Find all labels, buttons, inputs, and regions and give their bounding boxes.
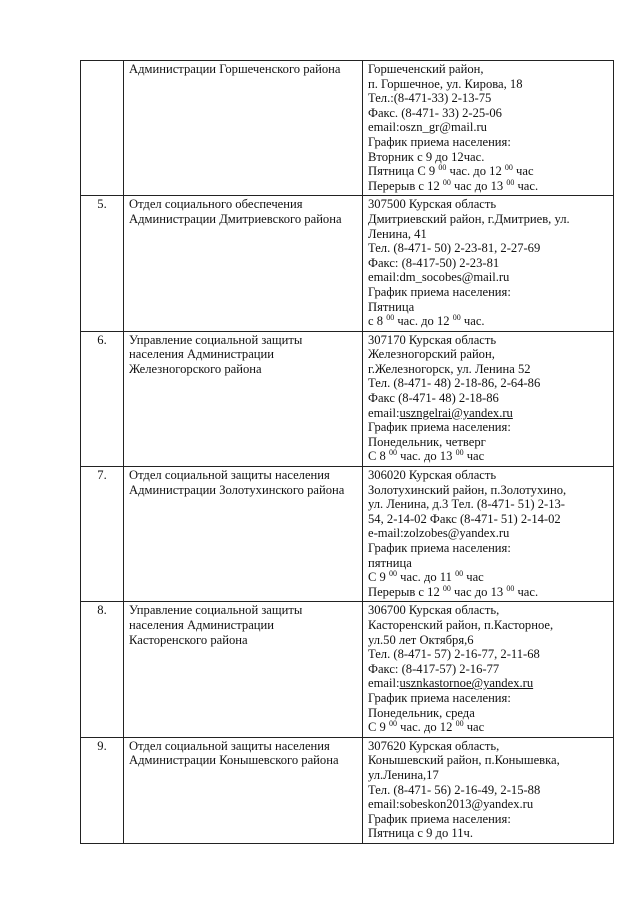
contact-text: Тел. (8-471- 57) 2-16-77, 2-11-68 [368, 647, 540, 662]
contact-line [368, 753, 608, 768]
contact-line [368, 256, 608, 271]
contact-line [368, 164, 608, 179]
schedule-text: час. [514, 584, 539, 599]
organization-line: Железногорского района [129, 361, 262, 376]
contact-line [368, 120, 608, 135]
time-minutes-superscript: 00 [389, 448, 397, 458]
contact-text: п. Горшечное, ул. Кирова, 18 [368, 76, 523, 91]
contact-text: Дмитриевский район, г.Дмитриев, ул. [368, 211, 570, 226]
time-minutes-superscript: 00 [455, 448, 464, 458]
contact-line [368, 468, 608, 483]
email-link[interactable]: uszngelrai@yandex.ru [399, 405, 513, 420]
organization-cell [124, 61, 363, 196]
contact-text: 307170 Курская область [368, 332, 497, 347]
contact-line [368, 783, 608, 798]
contact-text: Тел. (8-471- 48) 2-18-86, 2-64-86 [368, 376, 541, 391]
organization-cell [124, 467, 363, 602]
contact-line [368, 618, 608, 633]
organization-line: Отдел социального обеспечения [129, 197, 303, 212]
organization-line: Управление социальной защиты [129, 332, 303, 347]
contact-text: График приема населения: [368, 134, 511, 149]
contact-line [368, 662, 608, 677]
contact-line [368, 314, 608, 329]
contact-line [368, 91, 608, 106]
contact-line [368, 449, 608, 464]
email-link[interactable]: usznkastornoe@yandex.ru [399, 676, 534, 691]
organization-cell [124, 196, 363, 331]
contact-line [368, 541, 608, 556]
contact-text: График приема населения: [368, 690, 511, 705]
contact-text: График приема населения: [368, 541, 511, 555]
contact-cell [363, 467, 614, 602]
row-number: 7. [81, 467, 124, 602]
contact-text: График приема населения: [368, 811, 511, 826]
contact-text: Пятница [368, 299, 415, 314]
schedule-text: час. до 12 [446, 164, 505, 179]
schedule-text: час. до 12 [397, 720, 456, 735]
contact-line [368, 106, 608, 121]
contact-line [368, 497, 608, 512]
contact-text: Факс: (8-417-50) 2-23-81 [368, 255, 500, 270]
time-minutes-superscript: 00 [504, 163, 513, 173]
contact-line [368, 179, 608, 194]
contact-line [368, 633, 608, 648]
contact-line [368, 739, 608, 754]
contact-text: email:dm_socobes@mail.ru [368, 270, 510, 285]
schedule-text: час [512, 164, 534, 179]
contact-cell [363, 196, 614, 331]
time-minutes-superscript: 00 [438, 163, 447, 173]
schedule-text: час до 13 [450, 178, 507, 193]
contact-text: 306020 Курская область [368, 468, 497, 483]
schedule-text: С 8 [368, 449, 389, 464]
organization-line: Отдел социальной защиты населения [129, 468, 330, 483]
contact-text: Вторник с 9 до 12час. [368, 149, 485, 164]
contact-text: Касторенский район, п.Касторное, [368, 617, 554, 632]
contact-line [368, 512, 608, 527]
organization-line: населения Администрации [129, 617, 275, 632]
row-number: 9. [81, 737, 124, 843]
contact-line [368, 435, 608, 450]
table-row [81, 467, 614, 602]
schedule-text: час. до 12 [394, 314, 453, 329]
organization-cell [124, 737, 363, 843]
table-row [81, 196, 614, 331]
contact-cell [363, 61, 614, 196]
contact-text: 306700 Курская область, [368, 603, 500, 618]
contact-text: Тел.:(8-471-33) 2-13-75 [368, 91, 492, 106]
contact-line [368, 212, 608, 227]
schedule-text: час. до 13 [397, 449, 456, 464]
contact-line [368, 285, 608, 300]
contact-text: email: [368, 405, 400, 420]
time-minutes-superscript: 00 [455, 719, 464, 729]
schedule-text: час. [460, 314, 485, 329]
row-number: 5. [81, 196, 124, 331]
contact-line [368, 526, 608, 541]
contact-line [368, 720, 608, 735]
contact-cell [363, 737, 614, 843]
time-minutes-superscript: 00 [389, 569, 397, 579]
row-number: 6. [81, 331, 124, 466]
contact-line [368, 347, 608, 362]
contact-line [368, 603, 608, 618]
contact-line [368, 362, 608, 377]
contact-text: 307620 Курская область, [368, 738, 500, 753]
schedule-text: С 9 [368, 570, 389, 585]
table-row [81, 331, 614, 466]
contact-line [368, 241, 608, 256]
contact-line [368, 150, 608, 165]
organization-line: Администрации Дмитриевского района [129, 211, 342, 226]
table-row [81, 737, 614, 843]
contact-line [368, 556, 608, 571]
contact-line [368, 691, 608, 706]
contact-line [368, 77, 608, 92]
contact-line [368, 391, 608, 406]
organization-cell [124, 331, 363, 466]
contact-line [368, 300, 608, 315]
contact-text: 54, 2-14-02 Факс (8-471- 51) 2-14-02 [368, 511, 561, 526]
contact-line [368, 706, 608, 721]
schedule-text: час. до 11 [397, 570, 456, 585]
contact-text: Факс (8-471- 48) 2-18-86 [368, 391, 499, 406]
contact-text: Конышевский район, п.Конышевка, [368, 753, 560, 768]
schedule-text: Перерыв с 12 [368, 584, 443, 599]
contact-text: Понедельник, четверг [368, 434, 486, 449]
table-body [81, 61, 614, 844]
contact-text: Горшеченский район, [368, 62, 484, 76]
organization-line: населения Администрации [129, 347, 275, 362]
schedule-text: Пятница С 9 [368, 164, 439, 179]
contacts-table [80, 60, 614, 844]
schedule-text: час. [514, 178, 539, 193]
contact-line [368, 270, 608, 285]
contact-text: Золотухинский район, п.Золотухино, [368, 482, 567, 497]
contact-cell [363, 602, 614, 737]
organization-line: Управление социальной защиты [129, 603, 303, 618]
contact-text: Понедельник, среда [368, 705, 475, 720]
schedule-text: С 9 [368, 720, 389, 735]
table-row [81, 602, 614, 737]
contact-line [368, 826, 608, 841]
time-minutes-superscript: 00 [506, 177, 515, 187]
contact-line [368, 197, 608, 212]
contact-text: г.Железногорск, ул. Ленина 52 [368, 361, 531, 376]
contact-line [368, 135, 608, 150]
time-minutes-superscript: 00 [452, 313, 461, 323]
contact-text: Ленина, 41 [368, 226, 427, 241]
table-row [81, 61, 614, 196]
contact-text: График приема населения: [368, 284, 511, 299]
organization-line: Администрации Золотухинского района [129, 482, 345, 497]
contact-line [368, 483, 608, 498]
row-number [81, 61, 124, 196]
contact-text: email:sobeskon2013@yandex.ru [368, 797, 534, 812]
schedule-text: час до 13 [450, 584, 507, 599]
contact-text: e-mail:zolzobes@yandex.ru [368, 526, 510, 541]
contact-line [368, 585, 608, 600]
contact-line [368, 420, 608, 435]
contact-line [368, 797, 608, 812]
contact-text: email:oszn_gr@mail.ru [368, 120, 487, 135]
contact-text: Пятница с 9 до 11ч. [368, 826, 473, 841]
contact-text: ул. Ленина, д.3 Тел. (8-471- 51) 2-13- [368, 497, 565, 512]
contact-text: 307500 Курская область [368, 197, 497, 212]
contact-text: Железногорский район, [368, 347, 495, 362]
contact-text: email: [368, 676, 400, 691]
contact-cell [363, 331, 614, 466]
contact-line [368, 768, 608, 783]
organization-line: Касторенского района [129, 632, 248, 647]
contact-line [368, 647, 608, 662]
organization-line: Администрации Конышевского района [129, 753, 339, 768]
contact-line [368, 333, 608, 348]
contact-text: Факс: (8-417-57) 2-16-77 [368, 661, 500, 676]
organization-cell [124, 602, 363, 737]
organization-line: Отдел социальной защиты населения [129, 738, 330, 753]
schedule-text: с 8 [368, 314, 387, 329]
time-minutes-superscript: 00 [389, 719, 397, 729]
schedule-text: час [463, 720, 485, 735]
contact-line [368, 676, 608, 691]
contact-text: График приема населения: [368, 420, 511, 435]
contact-line [368, 570, 608, 585]
contact-text: пятница [368, 555, 412, 570]
contact-line [368, 812, 608, 827]
contact-line [368, 406, 608, 421]
schedule-text: час [463, 570, 484, 585]
schedule-text: час [463, 449, 485, 464]
contact-text: Тел. (8-471- 50) 2-23-81, 2-27-69 [368, 241, 541, 256]
time-minutes-superscript: 00 [442, 583, 451, 593]
schedule-text: Перерыв с 12 [368, 178, 443, 193]
time-minutes-superscript: 00 [506, 583, 515, 593]
contact-text: Тел. (8-471- 56) 2-16-49, 2-15-88 [368, 782, 541, 797]
time-minutes-superscript: 00 [386, 313, 395, 323]
contact-text: ул.Ленина,17 [368, 767, 439, 782]
contact-line [368, 227, 608, 242]
row-number: 8. [81, 602, 124, 737]
time-minutes-superscript: 00 [442, 177, 451, 187]
contact-text: Факс. (8-471- 33) 2-25-06 [368, 105, 502, 120]
contact-line [368, 62, 608, 77]
contact-text: ул.50 лет Октября,6 [368, 632, 474, 647]
time-minutes-superscript: 00 [455, 569, 464, 579]
organization-line: Администрации Горшеченского района [129, 62, 341, 76]
contact-line [368, 376, 608, 391]
